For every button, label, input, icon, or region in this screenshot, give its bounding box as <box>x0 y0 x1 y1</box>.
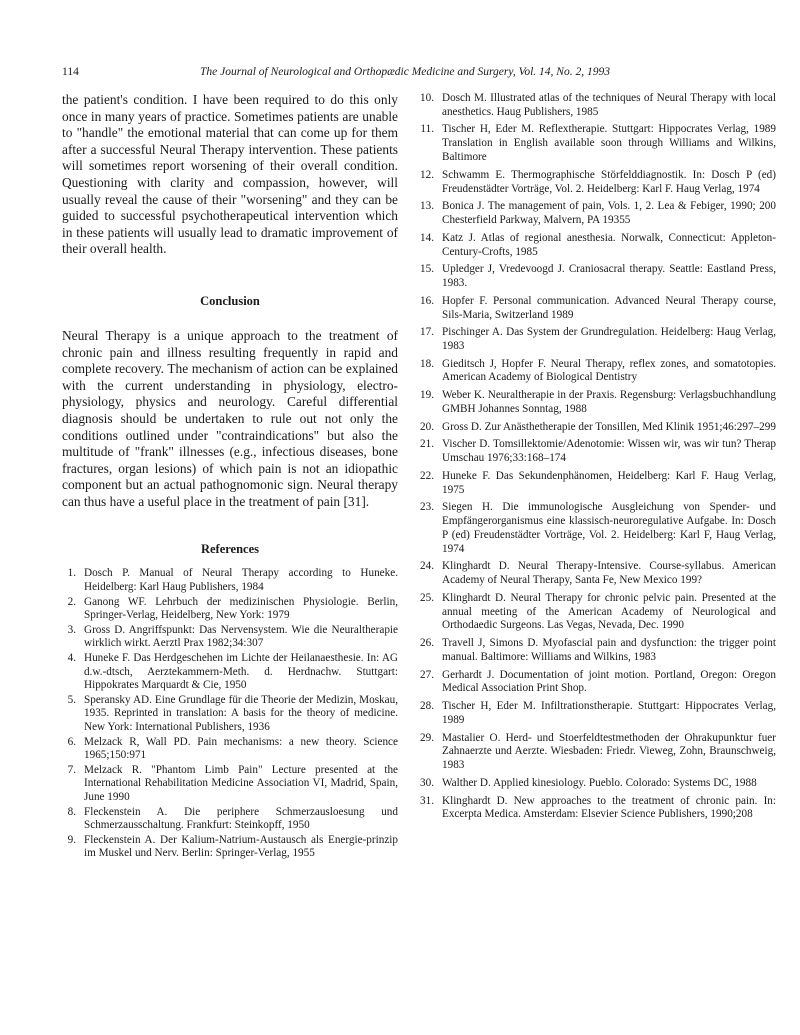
reference-text: Melzack R. "Phantom Limb Pain" Lecture presented at the International Rehabilitation Medicine Association VI, Madrid, Spain, June 1990 <box>84 763 398 804</box>
reference-number: 5. <box>67 693 76 706</box>
reference-item <box>412 732 776 773</box>
reference-text: Speransky AD. Eine Grundlage für die Theorie der Medizin, Moskau, 1935. Reprinted in translation: A basis for the theory of medicine. New York: International Publishers, 1936 <box>84 693 398 734</box>
reference-number: 14. <box>420 231 434 244</box>
reference-list-right <box>412 92 776 822</box>
references-heading: References <box>200 542 260 557</box>
reference-text: Walther D. Applied kinesiology. Pueblo. Colorado: Systems DC, 1988 <box>442 776 757 789</box>
left-column <box>62 92 398 862</box>
page-header <box>62 66 748 82</box>
reference-text: Klinghardt D. New approaches to the treatment of chronic pain. In: Excerpta Medica. Amsterdam: Elsevier Science Publishers, 1990;208 <box>442 794 776 821</box>
reference-text: Ganong WF. Lehrbuch der medizinischen Physiologie. Berlin, Springer-Verlag, Heidelberg, New York: 1979 <box>84 595 398 622</box>
reference-item <box>412 263 776 291</box>
reference-number: 21. <box>420 438 434 451</box>
reference-number: 6. <box>67 735 76 748</box>
reference-text: Schwamm E. Thermographische Störfelddiagnostik. In: Dosch P (ed) Freudenstädter Vorträge, Vol. 2. Heidelberg: Karl F. Haug Verlag, 1974 <box>442 168 776 195</box>
reference-text: Bonica J. The management of pain, Vols. 1, 2. Lea & Febiger, 1990; 200 Chesterfield Parkway, Malvern, PA 19355 <box>442 200 776 227</box>
conclusion-paragraph: Neural Therapy is a unique approach to the treatment of chronic pain and illness resulting frequently in rapid and complete recovery. The mechanism of action can be explained with the current understanding in physiology, electro-physiology, physics and neurology. Careful differential diagnosis should be undertaken to rule out not only the conditions outlined under "contraindications" but also the multitude of "frank" illnesses (e.g., infectious diseases, bone fractures, organ lesions) of which pain is not an idiopathic component but an actual pathognomonic sign. Neural therapy can thus have a useful place in the treatment of pain [31]. <box>62 327 398 509</box>
reference-number: 19. <box>420 389 434 402</box>
reference-item <box>412 592 776 633</box>
reference-item <box>412 637 776 665</box>
reference-item <box>62 764 398 805</box>
reference-item <box>412 501 776 556</box>
reference-number: 13. <box>420 200 434 213</box>
reference-item <box>412 358 776 386</box>
reference-number: 15. <box>420 263 434 276</box>
reference-number: 31. <box>420 794 434 807</box>
reference-number: 26. <box>420 637 434 650</box>
reference-item <box>412 700 776 728</box>
reference-number: 2. <box>67 595 76 608</box>
reference-item <box>412 295 776 323</box>
reference-list-left <box>62 567 398 861</box>
reference-text: Huneke F. Das Sekundenphänomen, Heidelberg: Karl F. Haug Verlag, 1975 <box>442 469 776 496</box>
reference-number: 17. <box>420 326 434 339</box>
reference-number: 27. <box>420 668 434 681</box>
reference-item <box>62 736 398 764</box>
reference-text: Dosch P. Manual of Neural Therapy according to Huneke. Heidelberg: Karl Haug Publishers, 1984 <box>84 567 398 594</box>
reference-item <box>412 560 776 588</box>
reference-item <box>412 232 776 260</box>
reference-text: Tischer H, Eder M. Infiltrationstherapie. Stuttgart: Hippocrates Verlag, 1989 <box>442 700 776 726</box>
reference-number: 20. <box>420 420 434 433</box>
conclusion-heading: Conclusion <box>200 293 260 308</box>
reference-text: Gross D. Zur Anästhetherapie der Tonsillen, Med Klinik 1951;46:297–299 <box>442 420 776 433</box>
reference-text: Dosch M. Illustrated atlas of the techniques of Neural Therapy with local anesthetics. Haug Publishers, 1985 <box>442 92 776 118</box>
reference-item <box>62 834 398 862</box>
reference-text: Mastalier O. Herd- und Stoerfeldtestmethoden der Ohrakupunktur fuer Zahnaerzte und Aerzte. Wiesbaden: Friedr. Vieweg, Zohn, Braunschweig, 1983 <box>442 731 776 772</box>
reference-item <box>62 596 398 624</box>
reference-text: Melzack R, Wall PD. Pain mechanisms: a new theory. Science 1965;150:971 <box>84 735 398 762</box>
reference-item <box>412 169 776 197</box>
reference-text: Upledger J, Vredevoogd J. Craniosacral therapy. Seattle: Eastland Press, 1983. <box>442 263 776 290</box>
reference-text: Fleckenstein A. Die periphere Schmerzausloesung und Schmerzausschaltung. Frankfurt: Steinkopff, 1950 <box>84 805 398 832</box>
reference-item <box>412 669 776 697</box>
reference-number: 18. <box>420 357 434 370</box>
reference-number: 7. <box>67 763 76 776</box>
reference-number: 4. <box>67 651 76 664</box>
reference-text: Siegen H. Die immunologische Ausgleichung von Spender- und Empfängerorganismus eine klassisch-neuroregulative Aufgabe. In: Dosch P (ed) Freudenstädter Vorträge, Vol. 2. Heidelberg: Karl F, Haug Verlag, 1974 <box>442 501 776 555</box>
reference-item <box>62 694 398 735</box>
reference-text: Gross D. Angriffspunkt: Das Nervensystem. Wie die Neuraltherapie wirklich wirkt. Aerztl Prax 1982;34:307 <box>84 623 398 650</box>
reference-item <box>412 421 776 435</box>
reference-text: Pischinger A. Das System der Grundregulation. Heidelberg: Haug Verlag, 1983 <box>442 326 776 352</box>
right-column <box>412 92 776 826</box>
opening-paragraph: the patient's condition. I have been required to do this only once in many years of practice. Sometimes patients are unable to "handle" the emotional material that can come up for them after a successful Neural Therapy intervention. These patients will sometimes report worsening of their overall condition. Questioning with clarity and compassion, however, will usually reveal the cause of their "worsening" and they can be guided to successful psychotherapeutical intervention which in these patients will usually lead to dramatic improvement of their overall health. <box>62 92 398 257</box>
reference-text: Klinghardt D. Neural Therapy for chronic pelvic pain. Presented at the annual meeting of the American Academy of Neurological and Orthodaedic Surgeons. Las Vegas, Nevada, Dec. 1990 <box>442 591 776 632</box>
reference-item <box>62 567 398 595</box>
reference-number: 30. <box>420 776 434 789</box>
reference-text: Tischer H, Eder M. Reflextherapie. Stuttgart: Hippocrates Verlag, 1989 Translation in English available soon through Williams and Wilkins, Baltimore <box>442 123 776 164</box>
reference-number: 23. <box>420 501 434 514</box>
journal-title: The Journal of Neurological and Orthopædic Medicine and Surgery, Vol. 14, No. 2, 1993 <box>200 66 610 78</box>
reference-text: Hopfer F. Personal communication. Advanced Neural Therapy course, Sils-Maria, Switzerland 1989 <box>442 294 776 321</box>
reference-number: 16. <box>420 294 434 307</box>
reference-text: Klinghardt D. Neural Therapy-Intensive. Course-syllabus. American Academy of Neural Therapy, Santa Fe, New Mexico 199? <box>442 560 776 587</box>
reference-number: 24. <box>420 560 434 573</box>
reference-item <box>412 438 776 466</box>
reference-text: Weber K. Neuraltherapie in der Praxis. Regensburg: Verlagsbuchhandlung GMBH Johannes Sonntag, 1988 <box>442 389 776 415</box>
reference-number: 9. <box>67 833 76 846</box>
reference-item <box>62 806 398 834</box>
reference-item <box>62 624 398 652</box>
reference-text: Travell J, Simons D. Myofascial pain and dysfunction: the trigger point manual. Baltimore: Williams and Wilkins, 1983 <box>442 637 776 663</box>
reference-item <box>62 652 398 693</box>
reference-number: 12. <box>420 168 434 181</box>
reference-item <box>412 92 776 120</box>
reference-number: 10. <box>420 92 434 104</box>
reference-text: Gieditsch J, Hopfer F. Neural Therapy, reflex zones, and somatotopies. American Academy of Biological Dentistry <box>442 357 776 384</box>
reference-number: 29. <box>420 731 434 744</box>
reference-number: 11. <box>420 123 434 136</box>
reference-number: 28. <box>420 700 434 713</box>
reference-item <box>412 795 776 823</box>
reference-number: 3. <box>67 623 76 636</box>
reference-item <box>412 326 776 354</box>
reference-item <box>412 470 776 498</box>
reference-text: Vischer D. Tomsillektomie/Adenotomie: Wissen wir, was wir tun? Therap Umschau 1976;33:168–174 <box>442 438 776 465</box>
reference-number: 22. <box>420 469 434 482</box>
reference-text: Fleckenstein A. Der Kalium-Natrium-Austausch als Energie-prinzip im Muskel und Nerv. Berlin: Springer-Verlag, 1955 <box>84 833 398 860</box>
reference-item <box>412 200 776 228</box>
reference-number: 8. <box>67 805 76 818</box>
reference-item <box>412 389 776 417</box>
reference-text: Katz J. Atlas of regional anesthesia. Norwalk, Connecticut: Appleton-Century-Crofts, 1985 <box>442 231 776 258</box>
reference-item <box>412 777 776 791</box>
reference-text: Gerhardt J. Documentation of joint motion. Portland, Oregon: Oregon Medical Association Print Shop. <box>442 668 776 695</box>
reference-number: 1. <box>67 567 76 580</box>
page-number: 114 <box>62 66 79 78</box>
reference-number: 25. <box>420 591 434 604</box>
reference-item <box>412 123 776 164</box>
reference-text: Huneke F. Das Herdgeschehen im Lichte der Heilanaesthesie. In: AG d.w.-dtsch, Aerztekammern-Meth. d. Herdnachw. Stuttgart: Hippokrates Marquardt & Cie, 1950 <box>84 651 398 692</box>
